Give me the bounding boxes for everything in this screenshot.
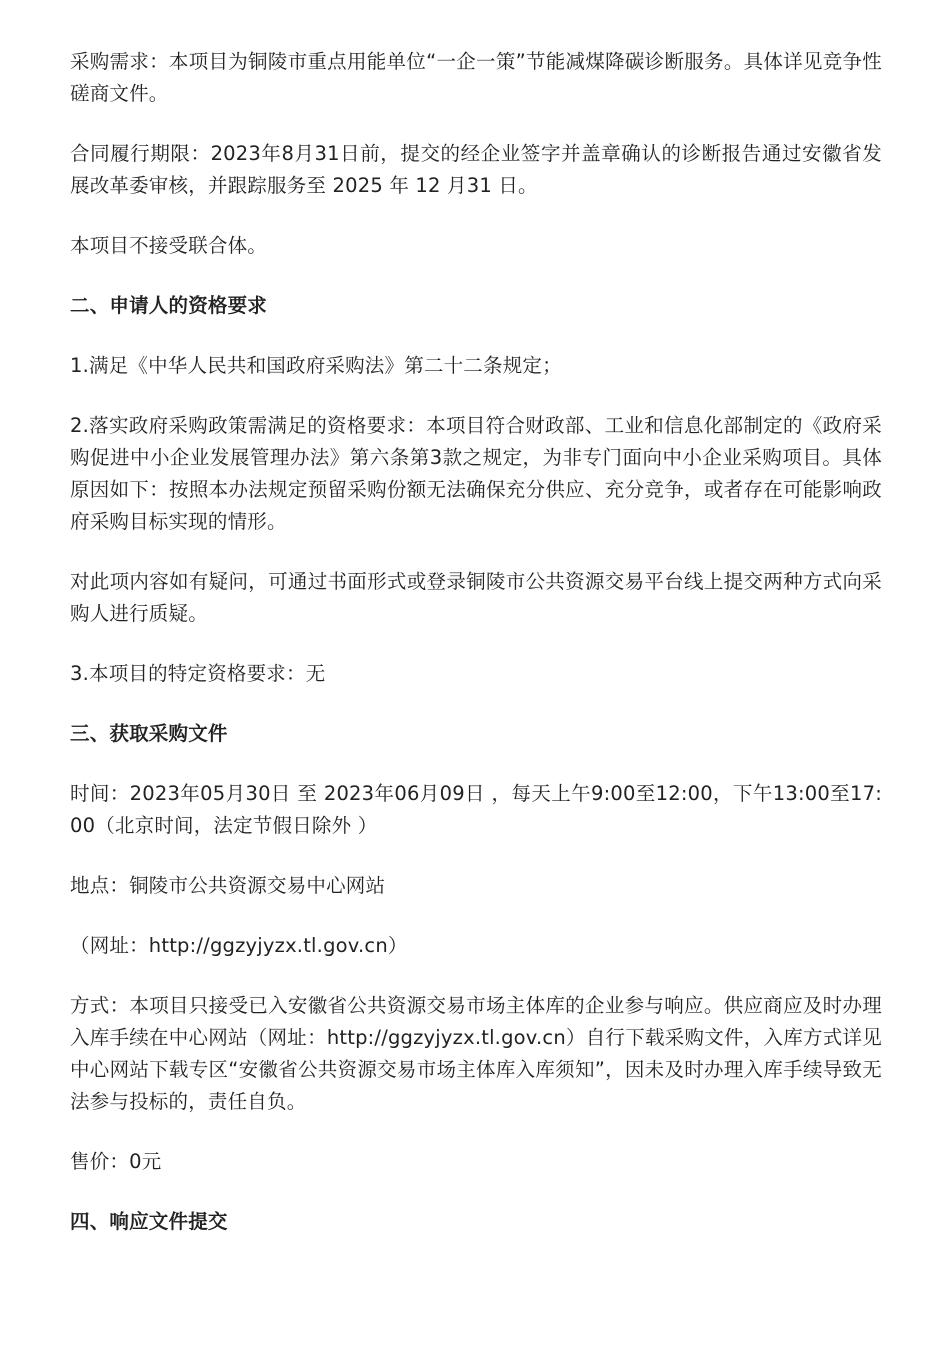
paragraph-procurement-demand: 采购需求：本项目为铜陵市重点用能单位“一企一策”节能减煤降碳诊断服务。具体详见竞争性磋商文件。 — [70, 50, 882, 105]
paragraph-location: 地点：铜陵市公共资源交易中心网站 — [70, 874, 386, 897]
section-heading-qualification: 二、申请人的资格要求 — [70, 294, 268, 317]
paragraph-contract-period: 合同履行期限：2023年8月31日前，提交的经企业签字并盖章确认的诊断报告通过安徽省发展改革委审核，并跟踪服务至 2025 年 12 月31 日。 — [70, 142, 882, 197]
paragraph-qualification-1: 1.满足《中华人民共和国政府采购法》第二十二条规定； — [70, 354, 562, 377]
paragraph-qualification-2: 2.落实政府采购政策需满足的资格要求：本项目符合财政部、工业和信息化部制定的《政府采购促进中小企业发展管理办法》第六条第3款之规定，为非专门面向中小企业采购项目。具体原因如下：按照本办法规定预留采购份额无法确保充分供应、充分竞争，或者存在可能影响政府采购目标实现的情形。 — [70, 414, 882, 533]
paragraph-query-note: 对此项内容如有疑问，可通过书面形式或登录铜陵市公共资源交易平台线上提交两种方式向采购人进行质疑。 — [70, 570, 882, 625]
section-heading-obtain-documents: 三、获取采购文件 — [70, 722, 228, 745]
paragraph-time: 时间：2023年05月30日 至 2023年06月09日 ，每天上午9:00至12:00，下午13:00至17:00（北京时间，法定节假日除外 ） — [70, 782, 882, 837]
section-heading-response-submission: 四、响应文件提交 — [70, 1210, 228, 1233]
paragraph-qualification-3: 3.本项目的特定资格要求：无 — [70, 662, 326, 685]
paragraph-price: 售价：0元 — [70, 1150, 162, 1173]
paragraph-no-consortium: 本项目不接受联合体。 — [70, 234, 268, 257]
paragraph-website: （网址：http://ggzyjyzx.tl.gov.cn） — [70, 934, 408, 957]
paragraph-method: 方式：本项目只接受已入安徽省公共资源交易市场主体库的企业参与响应。供应商应及时办理入库手续在中心网站（网址：http://ggzyjyzx.tl.gov.cn）自行下载采购文件，入库方式详见中心网站下载专区“安徽省公共资源交易市场主体库入库须知”，因未及时办理入库手续导致无法参与投标的，责任自负。 — [70, 994, 882, 1113]
